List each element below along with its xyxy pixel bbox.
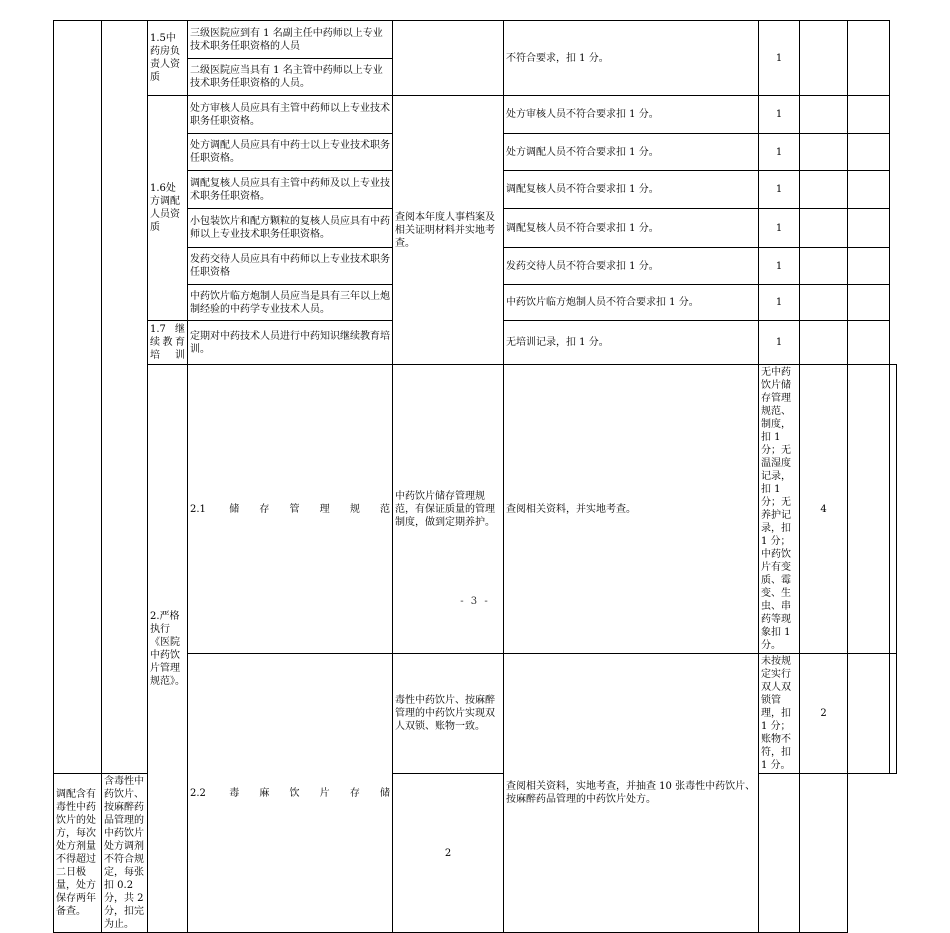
requirement-cell: 调配含有毒性中药饮片的处方，每次处方剂量不得超过二日极量，处方保存两年备查。 [54,774,102,933]
requirement-cell: 处方审核人员应具有主管中药师以上专业技术职务任职资格。 [188,96,393,134]
blank-cell [848,248,890,285]
page-number: - 3 - [460,596,490,607]
blank-cell [800,248,848,285]
category-2: 2.严格执行《医院中药饮片管理规范》。 [148,365,188,933]
requirement-cell: 中药饮片临方炮制人员应当是具有三年以上炮制经验的中药学专业技术人员。 [188,285,393,321]
points-cell: 1 [759,248,800,285]
points-cell: 1 [759,285,800,321]
requirement-cell: 三级医院应到有 1 名副主任中药师以上专业技术职务任职资格的人员 [188,21,393,59]
item-2-2: 2.2 毒麻饮片存储 [188,654,393,933]
points-cell: 1 [759,321,800,365]
blank-cell [848,134,890,171]
requirement-cell: 中药饮片储存管理规范，有保证质量的管理制度，做到定期养护。 [393,365,504,654]
item-1-5: 1.5中药房负责人资质 [148,21,188,96]
table-row [54,96,897,134]
blank-cell [848,285,890,321]
blank-cell [800,134,848,171]
blank-cell [800,96,848,134]
evaluation-table [53,20,897,933]
category-cell-empty-2 [102,21,148,774]
item-1-6: 1.6处方调配人员资质 [148,96,188,321]
requirement-cell: 定期对中药技术人员进行中药知识继续教育培训。 [188,321,393,365]
blank-cell [848,21,890,96]
blank-cell [890,365,897,654]
blank-cell [848,365,890,654]
blank-cell [848,321,890,365]
points-cell: 1 [759,21,800,96]
score-rule-cell: 处方调配人员不符合要求扣 1 分。 [504,134,759,171]
blank-cell [848,96,890,134]
requirement-cell: 二级医院应当具有 1 名主管中药师以上专业技术职务任职资格的人员。 [188,59,393,96]
table-row [54,21,897,59]
blank-cell [800,21,848,96]
points-cell: 1 [759,209,800,248]
method-cell: 查阅相关资料，并实地考查。 [504,365,759,654]
blank-cell [800,774,848,933]
blank-cell [759,774,800,933]
score-rule-cell: 含毒性中药饮片、按麻醉药品管理的中药饮片处方调剂不符合规定，每张扣 0.2 分，共 2 分，扣完为止。 [102,774,148,933]
score-rule-cell: 发药交待人员不符合要求扣 1 分。 [504,248,759,285]
blank-cell [848,171,890,209]
requirement-cell: 调配复核人员应具有主管中药师及以上专业技术职务任职资格。 [188,171,393,209]
item-2-1: 2.1 储存管理规范 [188,365,393,654]
points-cell: 4 [800,365,848,654]
method-cell: 查阅相关资料，实地考查，并抽查 10 张毒性中药饮片、按麻醉药品管理的中药饮片处方。 [504,654,759,933]
method-cell: 查阅本年度人事档案及相关证明材料并实地考查。 [393,96,504,365]
score-rule-cell: 调配复核人员不符合要求扣 1 分。 [504,171,759,209]
blank-cell [848,209,890,248]
requirement-cell: 小包装饮片和配方颗粒的复核人员应具有中药师以上专业技术职务任职资格。 [188,209,393,248]
item-1-7: 1.7 继续教育培训 [148,321,188,365]
points-cell: 1 [759,96,800,134]
score-rule-cell: 不符合要求，扣 1 分。 [504,21,759,96]
blank-cell [800,171,848,209]
requirement-cell: 毒性中药饮片、按麻醉管理的中药饮片实现双人双锁、账物一致。 [393,654,504,774]
requirement-cell: 处方调配人员应具有中药士以上专业技术职务任职资格。 [188,134,393,171]
points-cell: 1 [759,171,800,209]
score-rule-cell: 无中药饮片储存管理规范、制度，扣 1 分；无温湿度记录，扣 1 分；无养护记录，扣 1 分；中药饮片有变质、霉变、生虫、串药等现象扣 1 分。 [759,365,800,654]
blank-cell [800,209,848,248]
score-rule-cell: 处方审核人员不符合要求扣 1 分。 [504,96,759,134]
category-cell-empty [54,21,102,774]
requirement-cell: 发药交待人员应具有中药师以上专业技术职务任职资格 [188,248,393,285]
score-rule-cell: 中药饮片临方炮制人员不符合要求扣 1 分。 [504,285,759,321]
points-cell: 2 [393,774,504,933]
table-row [54,365,897,654]
blank-cell [800,321,848,365]
blank-cell [800,285,848,321]
points-cell: 2 [800,654,848,774]
score-rule-cell: 无培训记录，扣 1 分。 [504,321,759,365]
method-cell-empty [393,21,504,96]
points-cell: 1 [759,134,800,171]
score-rule-cell: 调配复核人员不符合要求扣 1 分。 [504,209,759,248]
score-rule-cell: 未按规定实行双人双锁管理，扣 1 分；账物不符，扣 1 分。 [759,654,800,774]
